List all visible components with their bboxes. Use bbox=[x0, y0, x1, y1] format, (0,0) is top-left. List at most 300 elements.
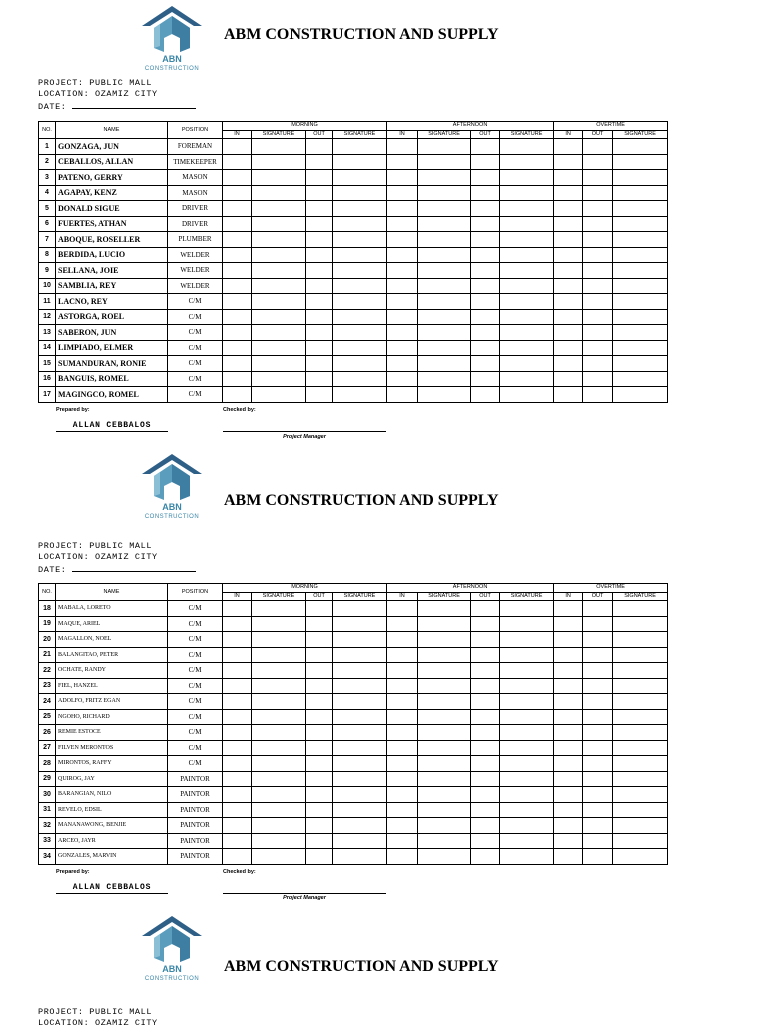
overtime-signature-cell[interactable] bbox=[613, 232, 668, 248]
afternoon-in-signature-cell[interactable] bbox=[418, 663, 471, 679]
overtime-out-cell[interactable] bbox=[583, 709, 613, 725]
overtime-in-cell[interactable] bbox=[554, 678, 583, 694]
afternoon-out-cell[interactable] bbox=[471, 678, 500, 694]
overtime-in-cell[interactable] bbox=[554, 725, 583, 741]
morning-out-signature-cell[interactable] bbox=[333, 833, 387, 849]
overtime-out-cell[interactable] bbox=[583, 139, 613, 155]
afternoon-in-signature-cell[interactable] bbox=[418, 387, 471, 403]
afternoon-out-signature-cell[interactable] bbox=[500, 247, 554, 263]
afternoon-out-signature-cell[interactable] bbox=[500, 185, 554, 201]
morning-in-signature-cell[interactable] bbox=[252, 725, 306, 741]
overtime-in-cell[interactable] bbox=[554, 632, 583, 648]
morning-in-cell[interactable] bbox=[223, 849, 252, 865]
afternoon-in-signature-cell[interactable] bbox=[418, 802, 471, 818]
overtime-out-cell[interactable] bbox=[583, 325, 613, 341]
morning-in-signature-cell[interactable] bbox=[252, 170, 306, 186]
overtime-signature-cell[interactable] bbox=[613, 833, 668, 849]
morning-in-signature-cell[interactable] bbox=[252, 787, 306, 803]
overtime-signature-cell[interactable] bbox=[613, 139, 668, 155]
overtime-out-cell[interactable] bbox=[583, 678, 613, 694]
morning-out-cell[interactable] bbox=[306, 833, 333, 849]
afternoon-in-signature-cell[interactable] bbox=[418, 740, 471, 756]
morning-out-cell[interactable] bbox=[306, 647, 333, 663]
afternoon-out-signature-cell[interactable] bbox=[500, 170, 554, 186]
afternoon-out-signature-cell[interactable] bbox=[500, 802, 554, 818]
afternoon-in-signature-cell[interactable] bbox=[418, 247, 471, 263]
morning-out-signature-cell[interactable] bbox=[333, 216, 387, 232]
morning-out-signature-cell[interactable] bbox=[333, 771, 387, 787]
afternoon-in-cell[interactable] bbox=[387, 740, 418, 756]
afternoon-in-signature-cell[interactable] bbox=[418, 340, 471, 356]
morning-out-signature-cell[interactable] bbox=[333, 725, 387, 741]
morning-out-cell[interactable] bbox=[306, 616, 333, 632]
afternoon-in-cell[interactable] bbox=[387, 818, 418, 834]
morning-out-signature-cell[interactable] bbox=[333, 632, 387, 648]
morning-in-signature-cell[interactable] bbox=[252, 340, 306, 356]
morning-out-signature-cell[interactable] bbox=[333, 371, 387, 387]
afternoon-out-signature-cell[interactable] bbox=[500, 818, 554, 834]
afternoon-in-cell[interactable] bbox=[387, 771, 418, 787]
morning-out-signature-cell[interactable] bbox=[333, 802, 387, 818]
afternoon-in-signature-cell[interactable] bbox=[418, 309, 471, 325]
overtime-out-cell[interactable] bbox=[583, 725, 613, 741]
overtime-in-cell[interactable] bbox=[554, 216, 583, 232]
overtime-in-cell[interactable] bbox=[554, 771, 583, 787]
morning-in-signature-cell[interactable] bbox=[252, 185, 306, 201]
overtime-out-cell[interactable] bbox=[583, 771, 613, 787]
morning-in-signature-cell[interactable] bbox=[252, 356, 306, 372]
morning-out-cell[interactable] bbox=[306, 756, 333, 772]
overtime-signature-cell[interactable] bbox=[613, 170, 668, 186]
afternoon-in-cell[interactable] bbox=[387, 356, 418, 372]
afternoon-in-signature-cell[interactable] bbox=[418, 325, 471, 341]
morning-in-signature-cell[interactable] bbox=[252, 278, 306, 294]
morning-out-cell[interactable] bbox=[306, 154, 333, 170]
morning-in-signature-cell[interactable] bbox=[252, 263, 306, 279]
morning-in-cell[interactable] bbox=[223, 678, 252, 694]
morning-out-cell[interactable] bbox=[306, 678, 333, 694]
overtime-in-cell[interactable] bbox=[554, 232, 583, 248]
afternoon-in-cell[interactable] bbox=[387, 185, 418, 201]
morning-out-cell[interactable] bbox=[306, 740, 333, 756]
morning-out-cell[interactable] bbox=[306, 818, 333, 834]
checker-signature-line[interactable] bbox=[223, 893, 386, 894]
afternoon-in-signature-cell[interactable] bbox=[418, 263, 471, 279]
afternoon-in-signature-cell[interactable] bbox=[418, 371, 471, 387]
afternoon-out-signature-cell[interactable] bbox=[500, 201, 554, 217]
afternoon-in-cell[interactable] bbox=[387, 709, 418, 725]
afternoon-out-signature-cell[interactable] bbox=[500, 601, 554, 617]
morning-out-signature-cell[interactable] bbox=[333, 818, 387, 834]
overtime-out-cell[interactable] bbox=[583, 387, 613, 403]
date-input-line[interactable] bbox=[72, 100, 196, 109]
afternoon-out-cell[interactable] bbox=[471, 725, 500, 741]
overtime-out-cell[interactable] bbox=[583, 216, 613, 232]
morning-out-cell[interactable] bbox=[306, 787, 333, 803]
morning-out-cell[interactable] bbox=[306, 663, 333, 679]
overtime-in-cell[interactable] bbox=[554, 740, 583, 756]
afternoon-out-signature-cell[interactable] bbox=[500, 232, 554, 248]
afternoon-out-cell[interactable] bbox=[471, 356, 500, 372]
morning-out-cell[interactable] bbox=[306, 356, 333, 372]
morning-in-cell[interactable] bbox=[223, 154, 252, 170]
afternoon-out-signature-cell[interactable] bbox=[500, 787, 554, 803]
afternoon-in-cell[interactable] bbox=[387, 325, 418, 341]
afternoon-out-signature-cell[interactable] bbox=[500, 632, 554, 648]
overtime-signature-cell[interactable] bbox=[613, 647, 668, 663]
overtime-out-cell[interactable] bbox=[583, 294, 613, 310]
afternoon-in-cell[interactable] bbox=[387, 294, 418, 310]
morning-out-signature-cell[interactable] bbox=[333, 294, 387, 310]
morning-in-signature-cell[interactable] bbox=[252, 232, 306, 248]
overtime-signature-cell[interactable] bbox=[613, 340, 668, 356]
afternoon-in-cell[interactable] bbox=[387, 371, 418, 387]
afternoon-in-cell[interactable] bbox=[387, 632, 418, 648]
morning-out-signature-cell[interactable] bbox=[333, 709, 387, 725]
overtime-out-cell[interactable] bbox=[583, 632, 613, 648]
overtime-signature-cell[interactable] bbox=[613, 601, 668, 617]
morning-in-cell[interactable] bbox=[223, 340, 252, 356]
afternoon-in-cell[interactable] bbox=[387, 725, 418, 741]
morning-in-cell[interactable] bbox=[223, 632, 252, 648]
afternoon-out-cell[interactable] bbox=[471, 818, 500, 834]
afternoon-out-cell[interactable] bbox=[471, 278, 500, 294]
morning-out-signature-cell[interactable] bbox=[333, 325, 387, 341]
morning-out-cell[interactable] bbox=[306, 632, 333, 648]
date-input-line[interactable] bbox=[72, 563, 196, 572]
overtime-in-cell[interactable] bbox=[554, 263, 583, 279]
overtime-out-cell[interactable] bbox=[583, 849, 613, 865]
morning-out-cell[interactable] bbox=[306, 216, 333, 232]
morning-out-signature-cell[interactable] bbox=[333, 232, 387, 248]
afternoon-out-signature-cell[interactable] bbox=[500, 356, 554, 372]
morning-in-cell[interactable] bbox=[223, 263, 252, 279]
overtime-signature-cell[interactable] bbox=[613, 263, 668, 279]
morning-out-signature-cell[interactable] bbox=[333, 170, 387, 186]
overtime-signature-cell[interactable] bbox=[613, 278, 668, 294]
overtime-signature-cell[interactable] bbox=[613, 632, 668, 648]
overtime-in-cell[interactable] bbox=[554, 802, 583, 818]
overtime-signature-cell[interactable] bbox=[613, 387, 668, 403]
overtime-signature-cell[interactable] bbox=[613, 294, 668, 310]
overtime-in-cell[interactable] bbox=[554, 694, 583, 710]
afternoon-out-cell[interactable] bbox=[471, 294, 500, 310]
overtime-in-cell[interactable] bbox=[554, 833, 583, 849]
morning-in-signature-cell[interactable] bbox=[252, 740, 306, 756]
afternoon-out-cell[interactable] bbox=[471, 309, 500, 325]
overtime-out-cell[interactable] bbox=[583, 356, 613, 372]
afternoon-out-cell[interactable] bbox=[471, 201, 500, 217]
morning-in-cell[interactable] bbox=[223, 694, 252, 710]
afternoon-out-cell[interactable] bbox=[471, 371, 500, 387]
morning-in-signature-cell[interactable] bbox=[252, 678, 306, 694]
morning-out-cell[interactable] bbox=[306, 263, 333, 279]
morning-out-cell[interactable] bbox=[306, 247, 333, 263]
afternoon-in-cell[interactable] bbox=[387, 216, 418, 232]
morning-in-cell[interactable] bbox=[223, 325, 252, 341]
afternoon-out-cell[interactable] bbox=[471, 216, 500, 232]
overtime-out-cell[interactable] bbox=[583, 787, 613, 803]
afternoon-in-cell[interactable] bbox=[387, 139, 418, 155]
afternoon-out-signature-cell[interactable] bbox=[500, 616, 554, 632]
overtime-out-cell[interactable] bbox=[583, 185, 613, 201]
afternoon-out-signature-cell[interactable] bbox=[500, 263, 554, 279]
afternoon-in-signature-cell[interactable] bbox=[418, 185, 471, 201]
morning-in-signature-cell[interactable] bbox=[252, 294, 306, 310]
afternoon-in-signature-cell[interactable] bbox=[418, 647, 471, 663]
overtime-out-cell[interactable] bbox=[583, 263, 613, 279]
afternoon-out-cell[interactable] bbox=[471, 632, 500, 648]
afternoon-in-cell[interactable] bbox=[387, 263, 418, 279]
afternoon-in-signature-cell[interactable] bbox=[418, 632, 471, 648]
morning-out-signature-cell[interactable] bbox=[333, 849, 387, 865]
morning-in-cell[interactable] bbox=[223, 756, 252, 772]
afternoon-in-signature-cell[interactable] bbox=[418, 170, 471, 186]
afternoon-in-signature-cell[interactable] bbox=[418, 278, 471, 294]
overtime-signature-cell[interactable] bbox=[613, 216, 668, 232]
morning-in-signature-cell[interactable] bbox=[252, 849, 306, 865]
afternoon-in-cell[interactable] bbox=[387, 232, 418, 248]
afternoon-in-signature-cell[interactable] bbox=[418, 849, 471, 865]
afternoon-in-cell[interactable] bbox=[387, 647, 418, 663]
afternoon-out-cell[interactable] bbox=[471, 154, 500, 170]
overtime-signature-cell[interactable] bbox=[613, 849, 668, 865]
overtime-out-cell[interactable] bbox=[583, 694, 613, 710]
overtime-in-cell[interactable] bbox=[554, 309, 583, 325]
afternoon-in-cell[interactable] bbox=[387, 278, 418, 294]
overtime-signature-cell[interactable] bbox=[613, 325, 668, 341]
morning-in-signature-cell[interactable] bbox=[252, 818, 306, 834]
checker-signature-line[interactable] bbox=[223, 431, 386, 432]
morning-in-signature-cell[interactable] bbox=[252, 833, 306, 849]
afternoon-in-signature-cell[interactable] bbox=[418, 818, 471, 834]
morning-out-cell[interactable] bbox=[306, 387, 333, 403]
overtime-in-cell[interactable] bbox=[554, 170, 583, 186]
overtime-in-cell[interactable] bbox=[554, 139, 583, 155]
afternoon-in-signature-cell[interactable] bbox=[418, 787, 471, 803]
overtime-signature-cell[interactable] bbox=[613, 356, 668, 372]
overtime-signature-cell[interactable] bbox=[613, 663, 668, 679]
morning-in-cell[interactable] bbox=[223, 170, 252, 186]
morning-in-signature-cell[interactable] bbox=[252, 802, 306, 818]
overtime-out-cell[interactable] bbox=[583, 340, 613, 356]
morning-out-cell[interactable] bbox=[306, 771, 333, 787]
afternoon-out-cell[interactable] bbox=[471, 694, 500, 710]
morning-out-signature-cell[interactable] bbox=[333, 601, 387, 617]
morning-in-cell[interactable] bbox=[223, 232, 252, 248]
overtime-signature-cell[interactable] bbox=[613, 616, 668, 632]
overtime-signature-cell[interactable] bbox=[613, 309, 668, 325]
afternoon-out-signature-cell[interactable] bbox=[500, 387, 554, 403]
afternoon-in-signature-cell[interactable] bbox=[418, 356, 471, 372]
afternoon-out-signature-cell[interactable] bbox=[500, 325, 554, 341]
afternoon-out-cell[interactable] bbox=[471, 616, 500, 632]
morning-in-cell[interactable] bbox=[223, 309, 252, 325]
overtime-out-cell[interactable] bbox=[583, 663, 613, 679]
overtime-out-cell[interactable] bbox=[583, 601, 613, 617]
overtime-out-cell[interactable] bbox=[583, 756, 613, 772]
morning-in-cell[interactable] bbox=[223, 647, 252, 663]
afternoon-in-signature-cell[interactable] bbox=[418, 216, 471, 232]
morning-out-cell[interactable] bbox=[306, 294, 333, 310]
morning-out-signature-cell[interactable] bbox=[333, 694, 387, 710]
afternoon-in-cell[interactable] bbox=[387, 663, 418, 679]
afternoon-out-cell[interactable] bbox=[471, 849, 500, 865]
afternoon-out-cell[interactable] bbox=[471, 185, 500, 201]
afternoon-out-cell[interactable] bbox=[471, 387, 500, 403]
overtime-signature-cell[interactable] bbox=[613, 694, 668, 710]
afternoon-out-signature-cell[interactable] bbox=[500, 340, 554, 356]
afternoon-out-cell[interactable] bbox=[471, 139, 500, 155]
morning-in-cell[interactable] bbox=[223, 216, 252, 232]
afternoon-in-cell[interactable] bbox=[387, 201, 418, 217]
morning-in-signature-cell[interactable] bbox=[252, 616, 306, 632]
afternoon-in-cell[interactable] bbox=[387, 601, 418, 617]
morning-out-cell[interactable] bbox=[306, 340, 333, 356]
afternoon-out-signature-cell[interactable] bbox=[500, 756, 554, 772]
morning-in-cell[interactable] bbox=[223, 371, 252, 387]
morning-in-signature-cell[interactable] bbox=[252, 601, 306, 617]
afternoon-out-cell[interactable] bbox=[471, 247, 500, 263]
overtime-signature-cell[interactable] bbox=[613, 247, 668, 263]
overtime-signature-cell[interactable] bbox=[613, 709, 668, 725]
morning-out-cell[interactable] bbox=[306, 170, 333, 186]
overtime-signature-cell[interactable] bbox=[613, 154, 668, 170]
afternoon-in-cell[interactable] bbox=[387, 849, 418, 865]
afternoon-out-signature-cell[interactable] bbox=[500, 216, 554, 232]
morning-in-signature-cell[interactable] bbox=[252, 647, 306, 663]
overtime-signature-cell[interactable] bbox=[613, 371, 668, 387]
afternoon-out-signature-cell[interactable] bbox=[500, 849, 554, 865]
afternoon-in-cell[interactable] bbox=[387, 247, 418, 263]
morning-in-cell[interactable] bbox=[223, 616, 252, 632]
overtime-out-cell[interactable] bbox=[583, 309, 613, 325]
afternoon-out-cell[interactable] bbox=[471, 771, 500, 787]
morning-in-signature-cell[interactable] bbox=[252, 154, 306, 170]
morning-out-cell[interactable] bbox=[306, 185, 333, 201]
afternoon-in-signature-cell[interactable] bbox=[418, 771, 471, 787]
overtime-in-cell[interactable] bbox=[554, 849, 583, 865]
overtime-out-cell[interactable] bbox=[583, 278, 613, 294]
morning-in-cell[interactable] bbox=[223, 771, 252, 787]
morning-in-signature-cell[interactable] bbox=[252, 139, 306, 155]
morning-in-signature-cell[interactable] bbox=[252, 663, 306, 679]
afternoon-out-cell[interactable] bbox=[471, 170, 500, 186]
morning-out-cell[interactable] bbox=[306, 309, 333, 325]
morning-in-cell[interactable] bbox=[223, 663, 252, 679]
morning-out-signature-cell[interactable] bbox=[333, 387, 387, 403]
overtime-in-cell[interactable] bbox=[554, 325, 583, 341]
afternoon-out-cell[interactable] bbox=[471, 325, 500, 341]
morning-in-signature-cell[interactable] bbox=[252, 371, 306, 387]
afternoon-in-cell[interactable] bbox=[387, 309, 418, 325]
overtime-in-cell[interactable] bbox=[554, 787, 583, 803]
morning-out-signature-cell[interactable] bbox=[333, 263, 387, 279]
afternoon-out-signature-cell[interactable] bbox=[500, 278, 554, 294]
overtime-out-cell[interactable] bbox=[583, 232, 613, 248]
afternoon-out-cell[interactable] bbox=[471, 709, 500, 725]
afternoon-in-cell[interactable] bbox=[387, 694, 418, 710]
overtime-in-cell[interactable] bbox=[554, 647, 583, 663]
overtime-out-cell[interactable] bbox=[583, 818, 613, 834]
afternoon-in-cell[interactable] bbox=[387, 387, 418, 403]
afternoon-out-cell[interactable] bbox=[471, 232, 500, 248]
overtime-in-cell[interactable] bbox=[554, 371, 583, 387]
overtime-out-cell[interactable] bbox=[583, 371, 613, 387]
morning-in-cell[interactable] bbox=[223, 787, 252, 803]
overtime-out-cell[interactable] bbox=[583, 740, 613, 756]
morning-in-cell[interactable] bbox=[223, 818, 252, 834]
afternoon-in-signature-cell[interactable] bbox=[418, 833, 471, 849]
morning-in-cell[interactable] bbox=[223, 247, 252, 263]
overtime-out-cell[interactable] bbox=[583, 154, 613, 170]
afternoon-out-cell[interactable] bbox=[471, 647, 500, 663]
morning-out-signature-cell[interactable] bbox=[333, 740, 387, 756]
overtime-in-cell[interactable] bbox=[554, 278, 583, 294]
morning-in-signature-cell[interactable] bbox=[252, 771, 306, 787]
overtime-out-cell[interactable] bbox=[583, 616, 613, 632]
afternoon-out-cell[interactable] bbox=[471, 756, 500, 772]
morning-out-signature-cell[interactable] bbox=[333, 663, 387, 679]
afternoon-out-signature-cell[interactable] bbox=[500, 709, 554, 725]
morning-in-signature-cell[interactable] bbox=[252, 387, 306, 403]
morning-in-cell[interactable] bbox=[223, 185, 252, 201]
morning-out-cell[interactable] bbox=[306, 725, 333, 741]
morning-in-cell[interactable] bbox=[223, 139, 252, 155]
afternoon-in-cell[interactable] bbox=[387, 678, 418, 694]
overtime-in-cell[interactable] bbox=[554, 356, 583, 372]
afternoon-out-signature-cell[interactable] bbox=[500, 371, 554, 387]
afternoon-in-cell[interactable] bbox=[387, 787, 418, 803]
afternoon-in-signature-cell[interactable] bbox=[418, 678, 471, 694]
afternoon-out-cell[interactable] bbox=[471, 601, 500, 617]
overtime-in-cell[interactable] bbox=[554, 340, 583, 356]
afternoon-in-cell[interactable] bbox=[387, 833, 418, 849]
afternoon-out-signature-cell[interactable] bbox=[500, 139, 554, 155]
overtime-in-cell[interactable] bbox=[554, 201, 583, 217]
morning-out-cell[interactable] bbox=[306, 694, 333, 710]
overtime-in-cell[interactable] bbox=[554, 387, 583, 403]
afternoon-out-signature-cell[interactable] bbox=[500, 154, 554, 170]
afternoon-in-signature-cell[interactable] bbox=[418, 294, 471, 310]
overtime-out-cell[interactable] bbox=[583, 647, 613, 663]
afternoon-in-signature-cell[interactable] bbox=[418, 154, 471, 170]
afternoon-out-cell[interactable] bbox=[471, 340, 500, 356]
morning-out-cell[interactable] bbox=[306, 201, 333, 217]
morning-in-cell[interactable] bbox=[223, 294, 252, 310]
afternoon-in-cell[interactable] bbox=[387, 154, 418, 170]
morning-out-cell[interactable] bbox=[306, 601, 333, 617]
overtime-out-cell[interactable] bbox=[583, 201, 613, 217]
morning-in-signature-cell[interactable] bbox=[252, 216, 306, 232]
morning-out-signature-cell[interactable] bbox=[333, 201, 387, 217]
morning-out-signature-cell[interactable] bbox=[333, 678, 387, 694]
morning-in-signature-cell[interactable] bbox=[252, 201, 306, 217]
overtime-signature-cell[interactable] bbox=[613, 740, 668, 756]
overtime-in-cell[interactable] bbox=[554, 185, 583, 201]
morning-in-cell[interactable] bbox=[223, 201, 252, 217]
afternoon-in-cell[interactable] bbox=[387, 170, 418, 186]
afternoon-out-signature-cell[interactable] bbox=[500, 725, 554, 741]
afternoon-in-signature-cell[interactable] bbox=[418, 201, 471, 217]
overtime-in-cell[interactable] bbox=[554, 663, 583, 679]
afternoon-out-signature-cell[interactable] bbox=[500, 833, 554, 849]
morning-in-cell[interactable] bbox=[223, 356, 252, 372]
afternoon-out-cell[interactable] bbox=[471, 802, 500, 818]
overtime-in-cell[interactable] bbox=[554, 294, 583, 310]
morning-out-signature-cell[interactable] bbox=[333, 356, 387, 372]
morning-out-cell[interactable] bbox=[306, 802, 333, 818]
